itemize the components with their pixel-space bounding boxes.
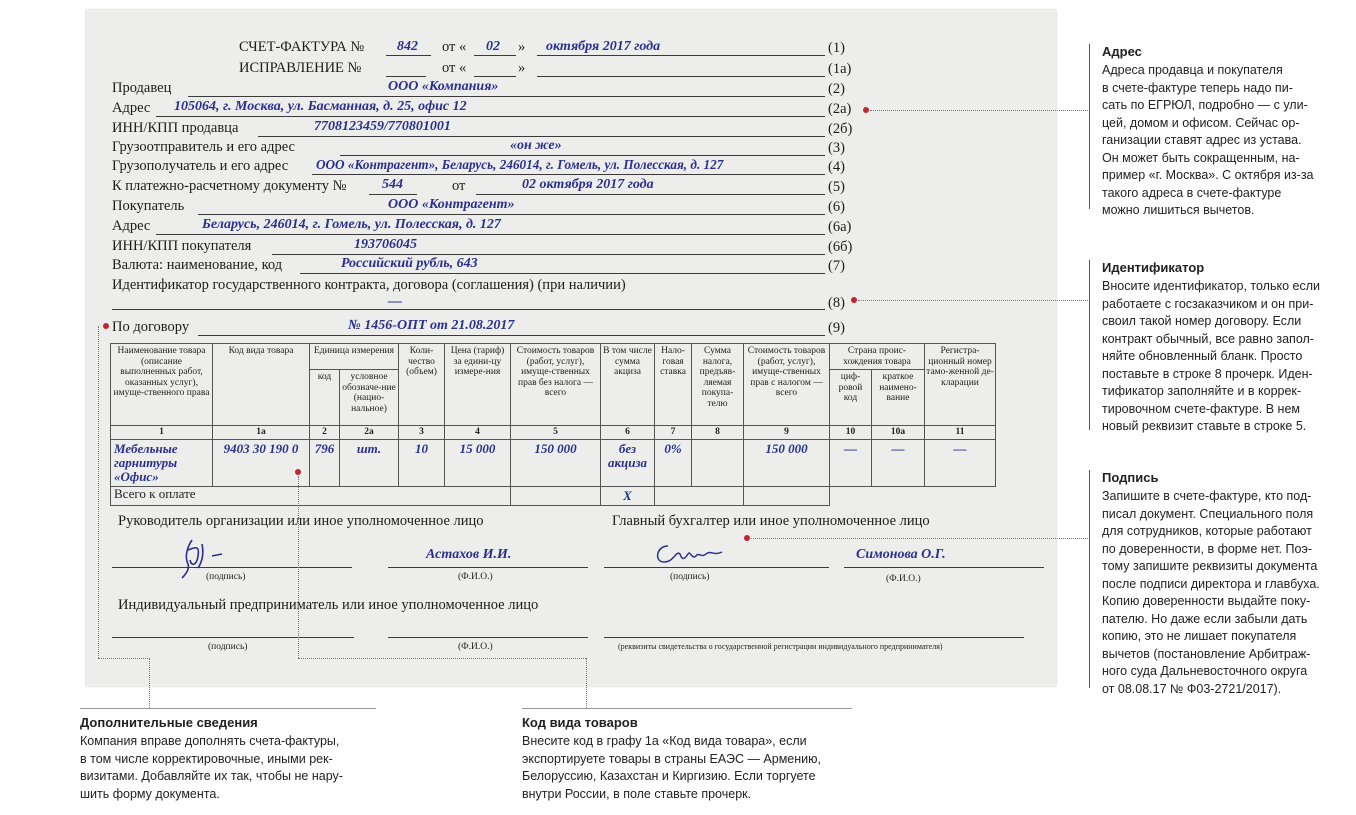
header-qty: Коли-чество (объем) xyxy=(399,344,445,426)
invoice-sheet xyxy=(86,10,1056,686)
note-extra-info xyxy=(80,715,380,803)
buyer-address-value: Беларусь, 246014, г. Гомель, ул. Полесская, д. 127 xyxy=(202,217,501,232)
code-5: (5) xyxy=(828,179,845,195)
payment-from-label: от xyxy=(452,178,466,194)
row-cost-no-tax: 150 000 xyxy=(511,439,601,486)
note-identifier xyxy=(1102,260,1354,436)
note-extra-info-text: Компания вправе дополнять счета-фактуры, в том числе корректировочные, иными рек- визитами. Добавляйте их так, чтобы не нару- шить форму документа. xyxy=(80,734,343,801)
code-9: (9) xyxy=(828,320,845,336)
table-index-row xyxy=(111,426,996,440)
note-address xyxy=(1102,44,1352,220)
header-unit-name: условное обозначе-ние (нацио-нальное) xyxy=(340,370,399,426)
seller-value: ООО «Компания» xyxy=(388,79,499,94)
accountant-fio-caption: (Ф.И.О.) xyxy=(886,574,921,584)
seller-address-label: Адрес xyxy=(112,100,151,116)
row-country-code: — xyxy=(830,439,872,486)
head-sign-label: Руководитель организации или иное уполномоченное лицо xyxy=(118,513,484,529)
code-2: (2) xyxy=(828,81,845,97)
row-rate: 0% xyxy=(655,439,692,486)
contract-label: По договору xyxy=(112,319,190,335)
header-cost-with-tax: Стоимость товаров (работ, услуг), имуще-ственных прав с налогом — всего xyxy=(744,344,830,426)
header-unit-code: код xyxy=(310,370,340,426)
note-identifier-title: Идентификатор xyxy=(1102,260,1205,275)
row-tax-sum xyxy=(692,439,744,486)
row-qty: 10 xyxy=(399,439,445,486)
table-total-row xyxy=(111,486,996,505)
total-excise: X xyxy=(601,486,655,505)
header-country-name: краткое наимено-вание xyxy=(872,370,925,426)
invoice-close-quote: » xyxy=(518,39,526,55)
code-4: (4) xyxy=(828,159,845,175)
payment-doc-label: К платежно-расчетному документу № xyxy=(112,178,347,194)
buyer-address-label: Адрес xyxy=(112,218,151,234)
index-cell: 7 xyxy=(655,426,692,440)
note-address-text: Адреса продавца и покупателя в счете-фактуре теперь надо пи- сать по ЕГРЮЛ, подробно — с ули- цей, домом и офисом. Сейчас ор- ганизации ставят адрес из устава. Он может быть сокращенным, на- пример «г. Москва». С октября из-за такого адреса в счете-фактуре можно лишиться вычетов. xyxy=(1102,63,1314,217)
code-7: (7) xyxy=(828,258,845,274)
code-2b: (2б) xyxy=(828,121,853,137)
note-goods-code-text: Внесите код в графу 1а «Код вида товара», если экспортируете товары в страны ЕАЭС — Армению, Белоруссию, Казахстан и Киргизию. Если торгуете внутри России, в поле ставьте прочерк. xyxy=(522,734,821,801)
note-signature xyxy=(1102,470,1354,698)
note-identifier-text: Вносите идентификатор, только если работаете с госзаказчиком и он при- своил такой номер договору. Если контракт обычный, все равно запол- няйте обновленный бланк. Просто поставьте в строке 8 прочерк. Иден- тификатор заполняйте и в коррек- тировочном счете-фактуре. В нем новый реквизит ставьте в строке 5. xyxy=(1102,279,1320,433)
row-excise: без акциза xyxy=(601,439,655,486)
row-price: 15 000 xyxy=(445,439,511,486)
currency-value: Российский рубль, 643 xyxy=(341,256,478,271)
note-address-title: Адрес xyxy=(1102,44,1142,59)
currency-label: Валюта: наименование, код xyxy=(112,257,283,273)
accountant-sign-caption: (подпись) xyxy=(670,572,710,582)
total-label: Всего к оплате xyxy=(111,486,511,505)
total-tax xyxy=(655,486,744,505)
row-code: 9403 30 190 0 xyxy=(213,439,310,486)
code-6b: (6б) xyxy=(828,239,853,255)
identifier-marker-icon xyxy=(851,297,857,303)
consignee-label: Грузополучатель и его адрес xyxy=(112,158,289,174)
registration-caption: (реквизиты свидетельства о государственной регистрации индивидуального предпринимателя) xyxy=(618,642,943,651)
contract-value: № 1456-ОПТ от 21.08.2017 xyxy=(348,318,515,333)
total-cost-with-tax xyxy=(744,486,830,505)
invoice-number: 842 xyxy=(397,39,418,54)
shipper-label: Грузоотправитель и его адрес xyxy=(112,139,295,155)
head-sign-caption: (подпись) xyxy=(206,572,246,582)
index-cell: 1 xyxy=(111,426,213,440)
header-name: Наименование товара (описание выполненных работ, оказанных услуг), имуще-ственного права xyxy=(111,344,213,426)
header-excise: В том числе сумма акциза xyxy=(601,344,655,426)
row-unit-code: 796 xyxy=(310,439,340,486)
index-cell: 4 xyxy=(445,426,511,440)
header-price: Цена (тариф) за едини-цу измере-ния xyxy=(445,344,511,426)
row-cost-with-tax: 150 000 xyxy=(744,439,830,486)
row-unit-name: шт. xyxy=(340,439,399,486)
code-8: (8) xyxy=(828,295,845,311)
consignee-value: ООО «Контрагент», Беларусь, 246014, г. Гомель, ул. Полесская, д. 127 xyxy=(316,157,724,172)
row-country-name: — xyxy=(872,439,925,486)
header-country-code: циф-ровой код xyxy=(830,370,872,426)
accountant-signature-icon xyxy=(650,540,730,570)
index-cell: 2 xyxy=(310,426,340,440)
header-rate: Нало-говая ставка xyxy=(655,344,692,426)
index-cell: 2а xyxy=(340,426,399,440)
code-6a: (6а) xyxy=(828,219,852,235)
row-name: Мебельные гарнитуры «Офис» xyxy=(111,439,213,486)
address-marker-icon xyxy=(863,107,869,113)
payment-doc-date: 02 октября 2017 года xyxy=(522,177,654,192)
note-signature-text: Запишите в счете-фактуре, кто под- писал документ. Специального поля для сотрудников, которые работают по доверенности, в форме нет. Поэ- тому запишите реквизиты документа после подписи директора и главбуха. Копию доверенности выдайте поку- пателю. Но даже если забыли дать копию, это не лишает покупателя вычетов (постановление Арбитраж- ного суда Дальневосточного округа от 08.08.17 № Ф03-2721/2017). xyxy=(1102,489,1320,696)
invoice-from-label: от « xyxy=(442,39,467,55)
code-3: (3) xyxy=(828,140,845,156)
header-unit: Единица измерения xyxy=(310,344,399,370)
head-name: Астахов И.И. xyxy=(426,547,512,562)
note-goods-code xyxy=(522,715,862,803)
accountant-name: Симонова О.Г. xyxy=(856,547,946,562)
note-goods-code-title: Код вида товаров xyxy=(522,715,638,730)
index-cell: 9 xyxy=(744,426,830,440)
total-cost-no-tax xyxy=(511,486,601,505)
code-6: (6) xyxy=(828,199,845,215)
entrepreneur-fio-caption: (Ф.И.О.) xyxy=(458,642,493,652)
goods-table xyxy=(110,343,996,506)
header-cost-no-tax: Стоимость товаров (работ, услуг), имуще-ственных прав без налога — всего xyxy=(511,344,601,426)
seller-inn-value: 7708123459/770801001 xyxy=(314,119,451,134)
buyer-label: Покупатель xyxy=(112,198,185,214)
correction-label: ИСПРАВЛЕНИЕ № xyxy=(239,60,362,76)
correction-from-label: от « xyxy=(442,60,467,76)
buyer-inn-value: 193706045 xyxy=(354,237,417,252)
code-1a: (1а) xyxy=(828,61,852,77)
goods-code-marker-icon xyxy=(295,469,301,475)
note-signature-title: Подпись xyxy=(1102,470,1159,485)
row-customs: — xyxy=(925,439,996,486)
header-customs: Регистра-ционный номер тамо-женной де-кларации xyxy=(925,344,996,426)
index-cell: 10а xyxy=(872,426,925,440)
invoice-title-label: СЧЕТ-ФАКТУРА № xyxy=(239,39,365,55)
entrepreneur-sign-caption: (подпись) xyxy=(208,642,248,652)
seller-inn-label: ИНН/КПП продавца xyxy=(112,120,239,136)
header-tax-sum: Сумма налога, предъяв-ляемая покупа-телю xyxy=(692,344,744,426)
index-cell: 11 xyxy=(925,426,996,440)
buyer-inn-label: ИНН/КПП покупателя xyxy=(112,238,252,254)
contract-id-label: Идентификатор государственного контракта, договора (соглашения) (при наличии) xyxy=(112,277,626,293)
table-header-row xyxy=(111,344,996,370)
index-cell: 6 xyxy=(601,426,655,440)
invoice-date: октября 2017 года xyxy=(546,39,661,54)
buyer-value: ООО «Контрагент» xyxy=(388,197,515,212)
signature-marker-icon xyxy=(744,535,750,541)
accountant-sign-label: Главный бухгалтер или иное уполномоченное лицо xyxy=(612,513,930,529)
contract-id-value: — xyxy=(388,294,402,309)
index-cell: 8 xyxy=(692,426,744,440)
seller-address-value: 105064, г. Москва, ул. Басманная, д. 25, офис 12 xyxy=(174,99,467,114)
payment-doc-number: 544 xyxy=(382,177,403,192)
code-2a: (2а) xyxy=(828,101,852,117)
code-1: (1) xyxy=(828,40,845,56)
invoice-day: 02 xyxy=(486,39,500,54)
header-country: Страна проис-хождения товара xyxy=(830,344,925,370)
seller-label: Продавец xyxy=(112,80,172,96)
index-cell: 1а xyxy=(213,426,310,440)
header-code: Код вида товара xyxy=(213,344,310,426)
index-cell: 10 xyxy=(830,426,872,440)
table-row xyxy=(111,439,996,486)
note-extra-info-title: Дополнительные сведения xyxy=(80,715,258,730)
head-fio-caption: (Ф.И.О.) xyxy=(458,572,493,582)
entrepreneur-sign-label: Индивидуальный предприниматель или иное уполномоченное лицо xyxy=(118,597,539,613)
correction-close-quote: » xyxy=(518,60,526,76)
index-cell: 3 xyxy=(399,426,445,440)
shipper-value: «он же» xyxy=(510,138,562,153)
extra-info-marker-icon xyxy=(103,323,109,329)
index-cell: 5 xyxy=(511,426,601,440)
